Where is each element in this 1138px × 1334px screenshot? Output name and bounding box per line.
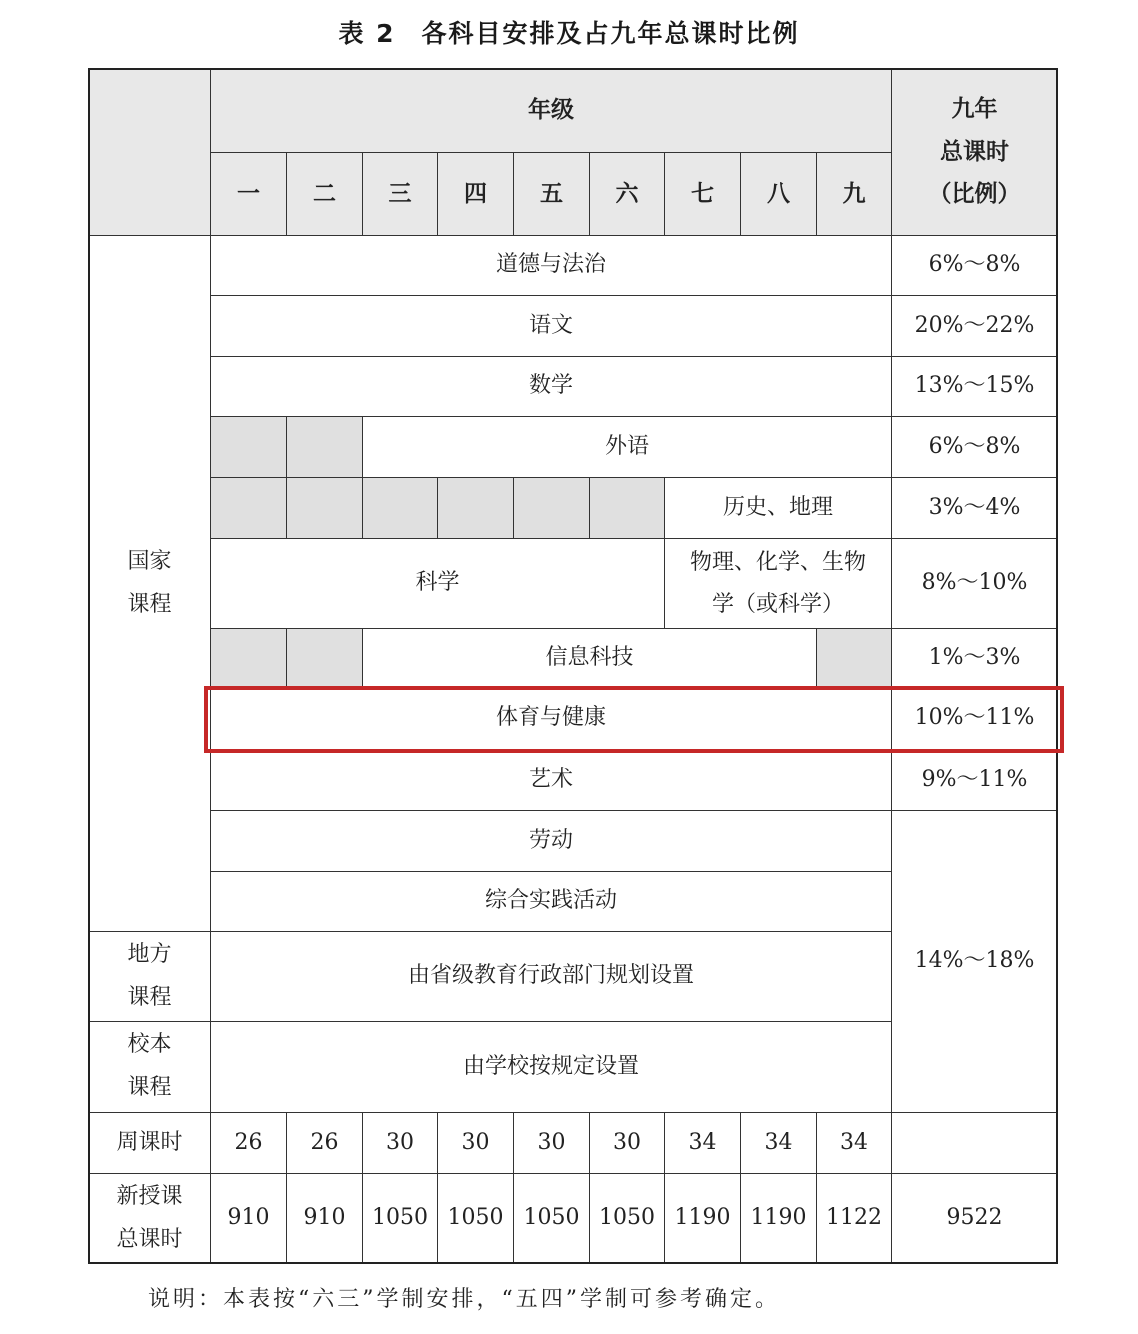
header-ratio: 九年 总课时 （比例）: [891, 68, 1058, 236]
ratio-pe: 10%～11%: [891, 687, 1058, 750]
grade-header: 一: [210, 152, 287, 236]
ratio-combined: 14%～18%: [891, 810, 1058, 1113]
header-corner: [88, 68, 211, 236]
subject-science: 科学: [210, 538, 665, 629]
weekly-ratio-empty: [891, 1112, 1058, 1174]
subject-history-geography: 历史、地理: [664, 477, 892, 539]
weekly-hours-cell: 34: [740, 1112, 817, 1174]
grade-header: 二: [286, 152, 363, 236]
subject-labor: 劳动: [210, 810, 892, 872]
subject-pe: 体育与健康: [210, 687, 892, 750]
empty-grade-cell: [286, 416, 363, 478]
ratio-math: 13%～15%: [891, 356, 1058, 417]
empty-grade-cell: [362, 477, 438, 539]
weekly-hours-cell: 30: [589, 1112, 665, 1174]
empty-grade-cell: [286, 477, 363, 539]
total-hours-cell: 1050: [589, 1173, 665, 1264]
ratio-moral: 6%～8%: [891, 235, 1058, 296]
total-hours-cell: 1190: [664, 1173, 741, 1264]
weekly-hours-cell: 34: [664, 1112, 741, 1174]
empty-grade-cell: [437, 477, 514, 539]
weekly-hours-cell: 30: [362, 1112, 438, 1174]
total-hours-cell: 1190: [740, 1173, 817, 1264]
subject-foreign: 外语: [362, 416, 892, 478]
ratio-chinese: 20%～22%: [891, 295, 1058, 357]
grade-header: 七: [664, 152, 741, 236]
subject-physics-chemistry-biology: 物理、化学、生物 学（或科学）: [664, 538, 892, 629]
subject-practice: 综合实践活动: [210, 871, 892, 932]
empty-grade-cell: [816, 628, 892, 688]
subject-math: 数学: [210, 356, 892, 417]
total-hours-cell: 1050: [362, 1173, 438, 1264]
empty-grade-cell: [513, 477, 590, 539]
empty-grade-cell: [210, 477, 287, 539]
empty-grade-cell: [286, 628, 363, 688]
empty-grade-cell: [210, 416, 287, 478]
total-hours-cell: 1050: [437, 1173, 514, 1264]
subject-it: 信息科技: [362, 628, 817, 688]
total-label: 新授课 总课时: [88, 1173, 211, 1264]
grade-header: 四: [437, 152, 514, 236]
subject-moral: 道德与法治: [210, 235, 892, 296]
grade-header: 三: [362, 152, 438, 236]
category-national: 国家 课程: [88, 235, 211, 932]
total-hours-sum: 9522: [891, 1173, 1058, 1264]
grade-header: 八: [740, 152, 817, 236]
subject-art: 艺术: [210, 749, 892, 811]
grade-header: 六: [589, 152, 665, 236]
category-school: 校本 课程: [88, 1021, 211, 1113]
empty-grade-cell: [210, 628, 287, 688]
table-title-text: 各科目安排及占九年总课时比例: [421, 19, 800, 48]
ratio-foreign: 6%～8%: [891, 416, 1058, 478]
header-grade: 年级: [210, 68, 892, 153]
weekly-hours-cell: 30: [437, 1112, 514, 1174]
ratio-science: 8%～10%: [891, 538, 1058, 629]
category-local: 地方 课程: [88, 931, 211, 1022]
subject-chinese: 语文: [210, 295, 892, 357]
ratio-history-geography: 3%～4%: [891, 477, 1058, 539]
total-hours-cell: 910: [286, 1173, 363, 1264]
weekly-hours-cell: 26: [286, 1112, 363, 1174]
ratio-it: 1%～3%: [891, 628, 1058, 688]
weekly-label: 周课时: [88, 1112, 211, 1174]
total-hours-cell: 1050: [513, 1173, 590, 1264]
weekly-hours-cell: 26: [210, 1112, 287, 1174]
grade-header: 九: [816, 152, 892, 236]
empty-grade-cell: [589, 477, 665, 539]
total-hours-cell: 910: [210, 1173, 287, 1264]
subject-local: 由省级教育行政部门规划设置: [210, 931, 892, 1022]
weekly-hours-cell: 30: [513, 1112, 590, 1174]
table-note: 说明：本表按“六三”学制安排，“五四”学制可参考确定。: [148, 1287, 780, 1312]
grade-header: 五: [513, 152, 590, 236]
total-hours-cell: 1122: [816, 1173, 892, 1264]
ratio-art: 9%～11%: [891, 749, 1058, 811]
weekly-hours-cell: 34: [816, 1112, 892, 1174]
table-number: 表 2: [338, 19, 396, 48]
subject-school: 由学校按规定设置: [210, 1021, 892, 1113]
